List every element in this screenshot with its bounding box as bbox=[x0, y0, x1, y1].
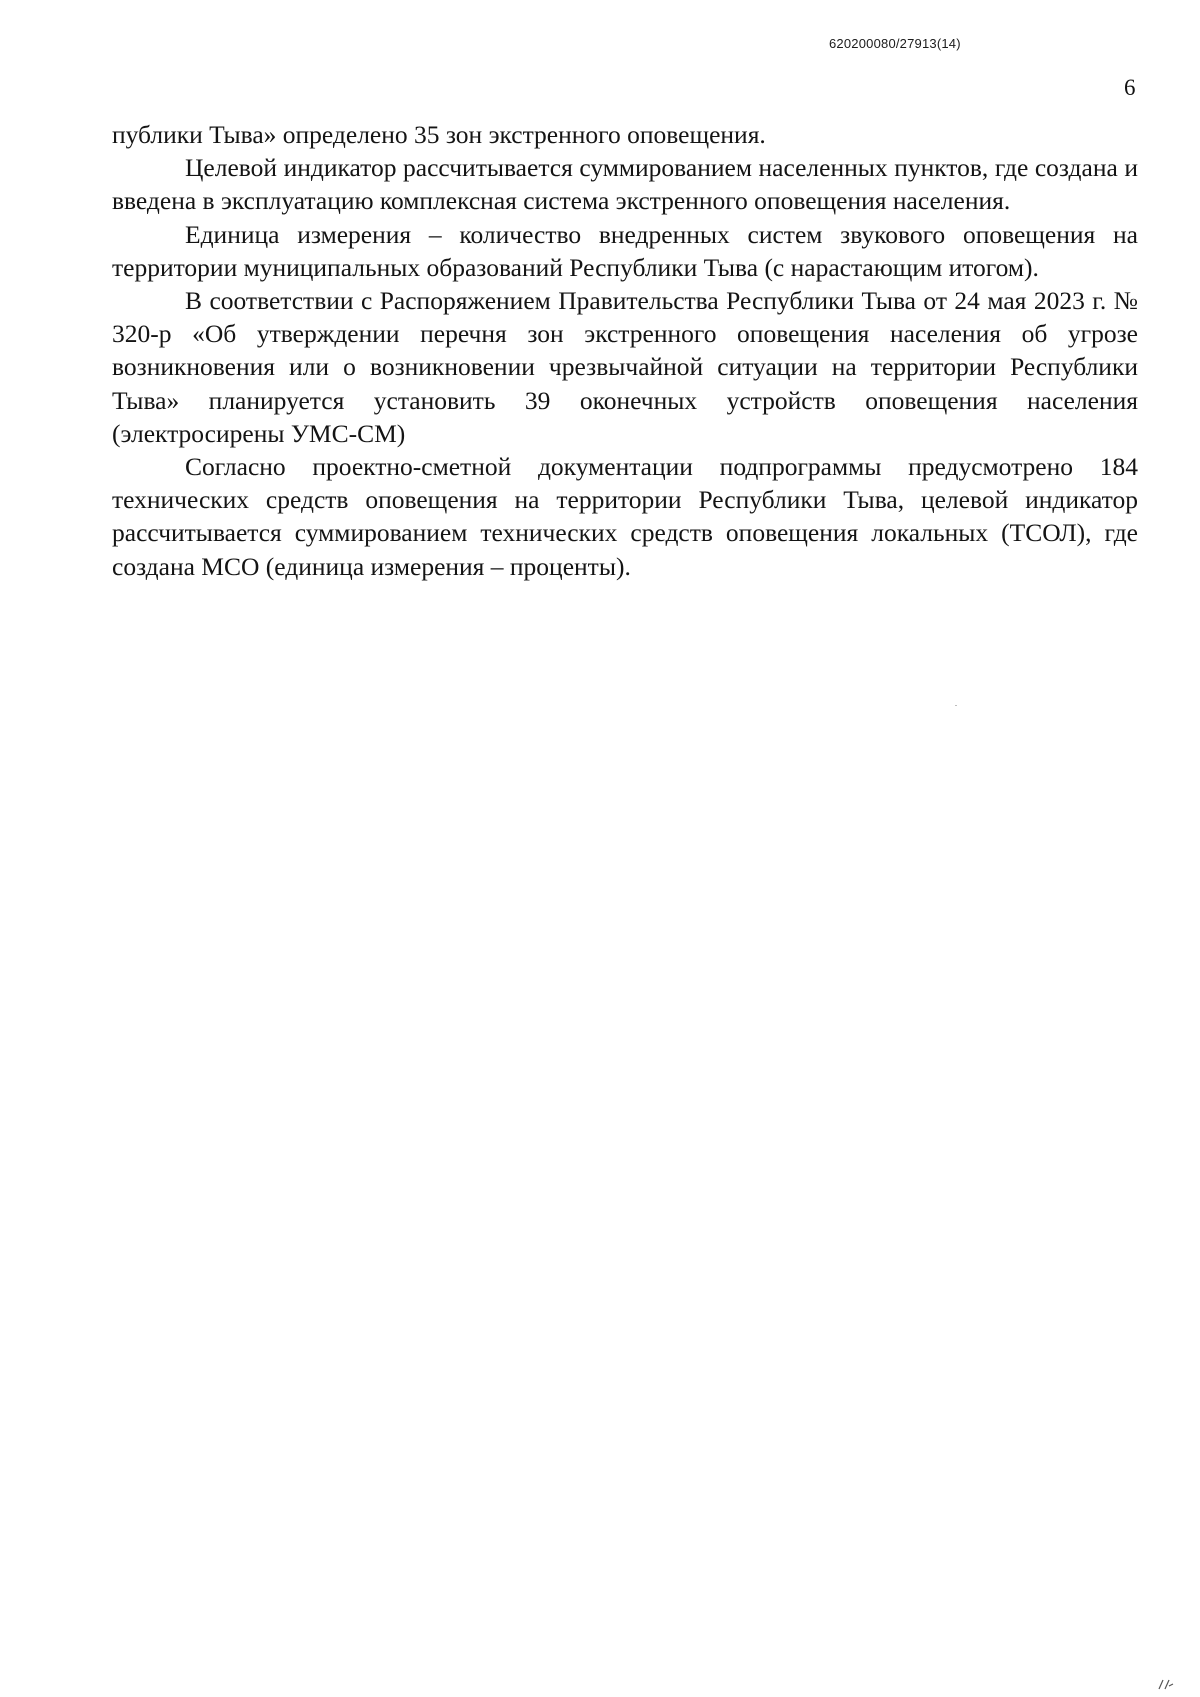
page-number: 6 bbox=[1124, 75, 1136, 100]
paragraph: Единица измерения – количество внедренных систем звукового оповещения на территории муниципальных образований Республики Тыва (с нарастающим итогом). bbox=[112, 219, 1138, 282]
document-id: 620200080/27913(14) bbox=[829, 36, 961, 51]
paragraph: Согласно проектно-сметной документации подпрограммы предусмотрено 184 технических средств оповещения на территории Республики Тыва, целевой индикатор рассчитывается суммированием технических средств оповещения локальных (ТСОЛ), где создана МСО (единица измерения – проценты). bbox=[112, 452, 1138, 581]
paragraph: публики Тыва» определено 35 зон экстренного оповещения. bbox=[112, 120, 766, 149]
body-text bbox=[112, 118, 1138, 583]
paragraph: Целевой индикатор рассчитывается суммированием населенных пунктов, где создана и введена в эксплуатацию комплексная система экстренного оповещения населения. bbox=[112, 153, 1138, 216]
paragraph: В соответствии с Распоряжением Правительства Республики Тыва от 24 мая 2023 г. № 320-р «Об утверждении перечня зон экстренного оповещения населения об угрозе возникновения или о возникновении чрезвычайной ситуации на территории Республики Тыва» планируется установить 39 оконечных устройств оповещения населения (электросирены УМС-СМ) bbox=[112, 286, 1138, 448]
scan-speck bbox=[955, 705, 957, 706]
scan-mark-icon bbox=[1156, 1678, 1176, 1690]
